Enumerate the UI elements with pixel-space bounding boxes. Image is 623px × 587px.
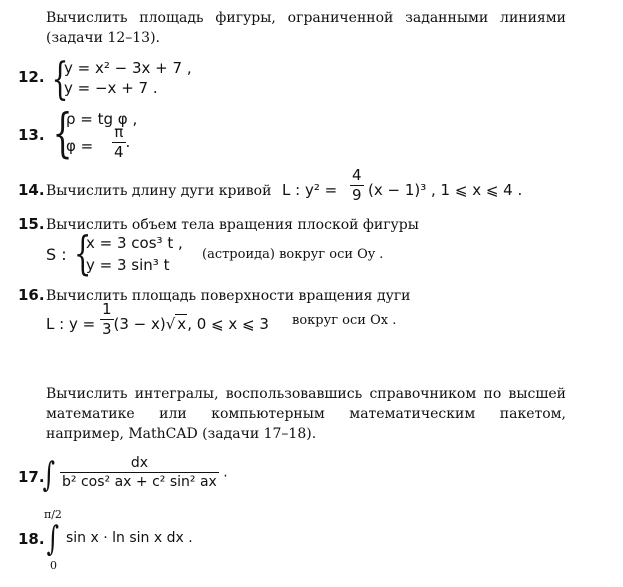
problem-16-range: , 0 ⩽ x ⩽ 3 [187,315,269,333]
problem-16-frac-den: 3 [101,320,112,338]
problem-18-upper-limit: π/2 [44,508,62,521]
problem-16-sqrt-arg: x [177,315,187,333]
problem-17-end: . [223,464,228,481]
problem-18-lower-limit: 0 [50,559,57,572]
problem-15-eq2: y = 3 sin³ t [86,256,170,274]
problem-16-formula: L : y = $\frac{1}{3}$ (3 − x)√ x, 0 ⩽ x ⩽ 3 [46,300,269,338]
problem-12-number: 12. [18,68,45,86]
problem-15-brace: { [73,226,92,280]
problem-15-text: Вычислить объем тела вращения плоской фигуры [46,217,419,233]
problem-12-eq2: y = −x + 7 . [64,79,158,97]
problem-12-eq1: y = x² − 3x + 7 , [64,59,192,77]
problem-13-number: 13. [18,126,45,144]
problem-14-rest: (x − 1)³ , 1 ⩽ x ⩽ 4 . [368,181,523,199]
problem-15-eq1: x = 3 cos³ t , [86,234,183,252]
problem-14-number: 14. [18,181,45,199]
problem-17-frac-num: dx [130,455,148,471]
problem-13-fraction [112,125,130,160]
problem-14-frac-den: 9 [352,186,362,204]
intro-integrals-text: Вычислить интегралы, воспользовавшись справочником по высшей математике или компьютерным математическим пакетом, например, MathCAD (задачи 17–18). [46,386,566,442]
problem-16-label: L : y = [46,315,96,333]
problem-14-text: Вычислить длину дуги кривой [46,183,272,199]
problem-16-frac-num: 1 [101,300,112,318]
problem-15-number: 15. [18,215,45,233]
problem-18-integral-sign: ∫ [46,519,60,559]
problem-13-end: . [125,133,131,151]
problem-17-integral-sign: ∫ [42,455,56,495]
problem-14-frac-num: 4 [352,166,362,184]
problem-16-number: 16. [18,286,45,304]
problem-17-fraction [60,456,228,489]
problem-17-frac-den: b² cos² ax + c² sin² ax [62,474,217,490]
problem-18-number: 18. [18,530,45,548]
problem-15-label: S : [46,245,67,264]
problem-15-tail: (астроида) вокруг оси Oy . [202,247,384,262]
problem-16-text: Вычислить площадь поверхности вращения дуги [46,288,411,304]
problem-14-fraction [350,168,364,203]
problem-16-tail: вокруг оси Ox . [292,313,397,328]
problem-12-brace: { [51,54,69,105]
problem-13-eq2-left: φ = [66,137,94,155]
problem-13-brace: { [52,104,73,164]
intro-instructions-area: Вычислить площадь фигуры, ограниченной заданными линиями (задачи 12–13). [46,10,566,46]
problem-13-frac-num: π [114,123,124,141]
problem-13-frac-den: 4 [114,143,124,161]
problem-14-curve: L : y² = [282,181,338,199]
problem-16-mid: (3 − x) [113,315,166,333]
problem-18-body: sin x · ln sin x dx . [66,530,193,546]
problem-17-number: 17. [18,468,45,486]
problem-13-eq1: ρ = tg φ , [66,110,138,128]
